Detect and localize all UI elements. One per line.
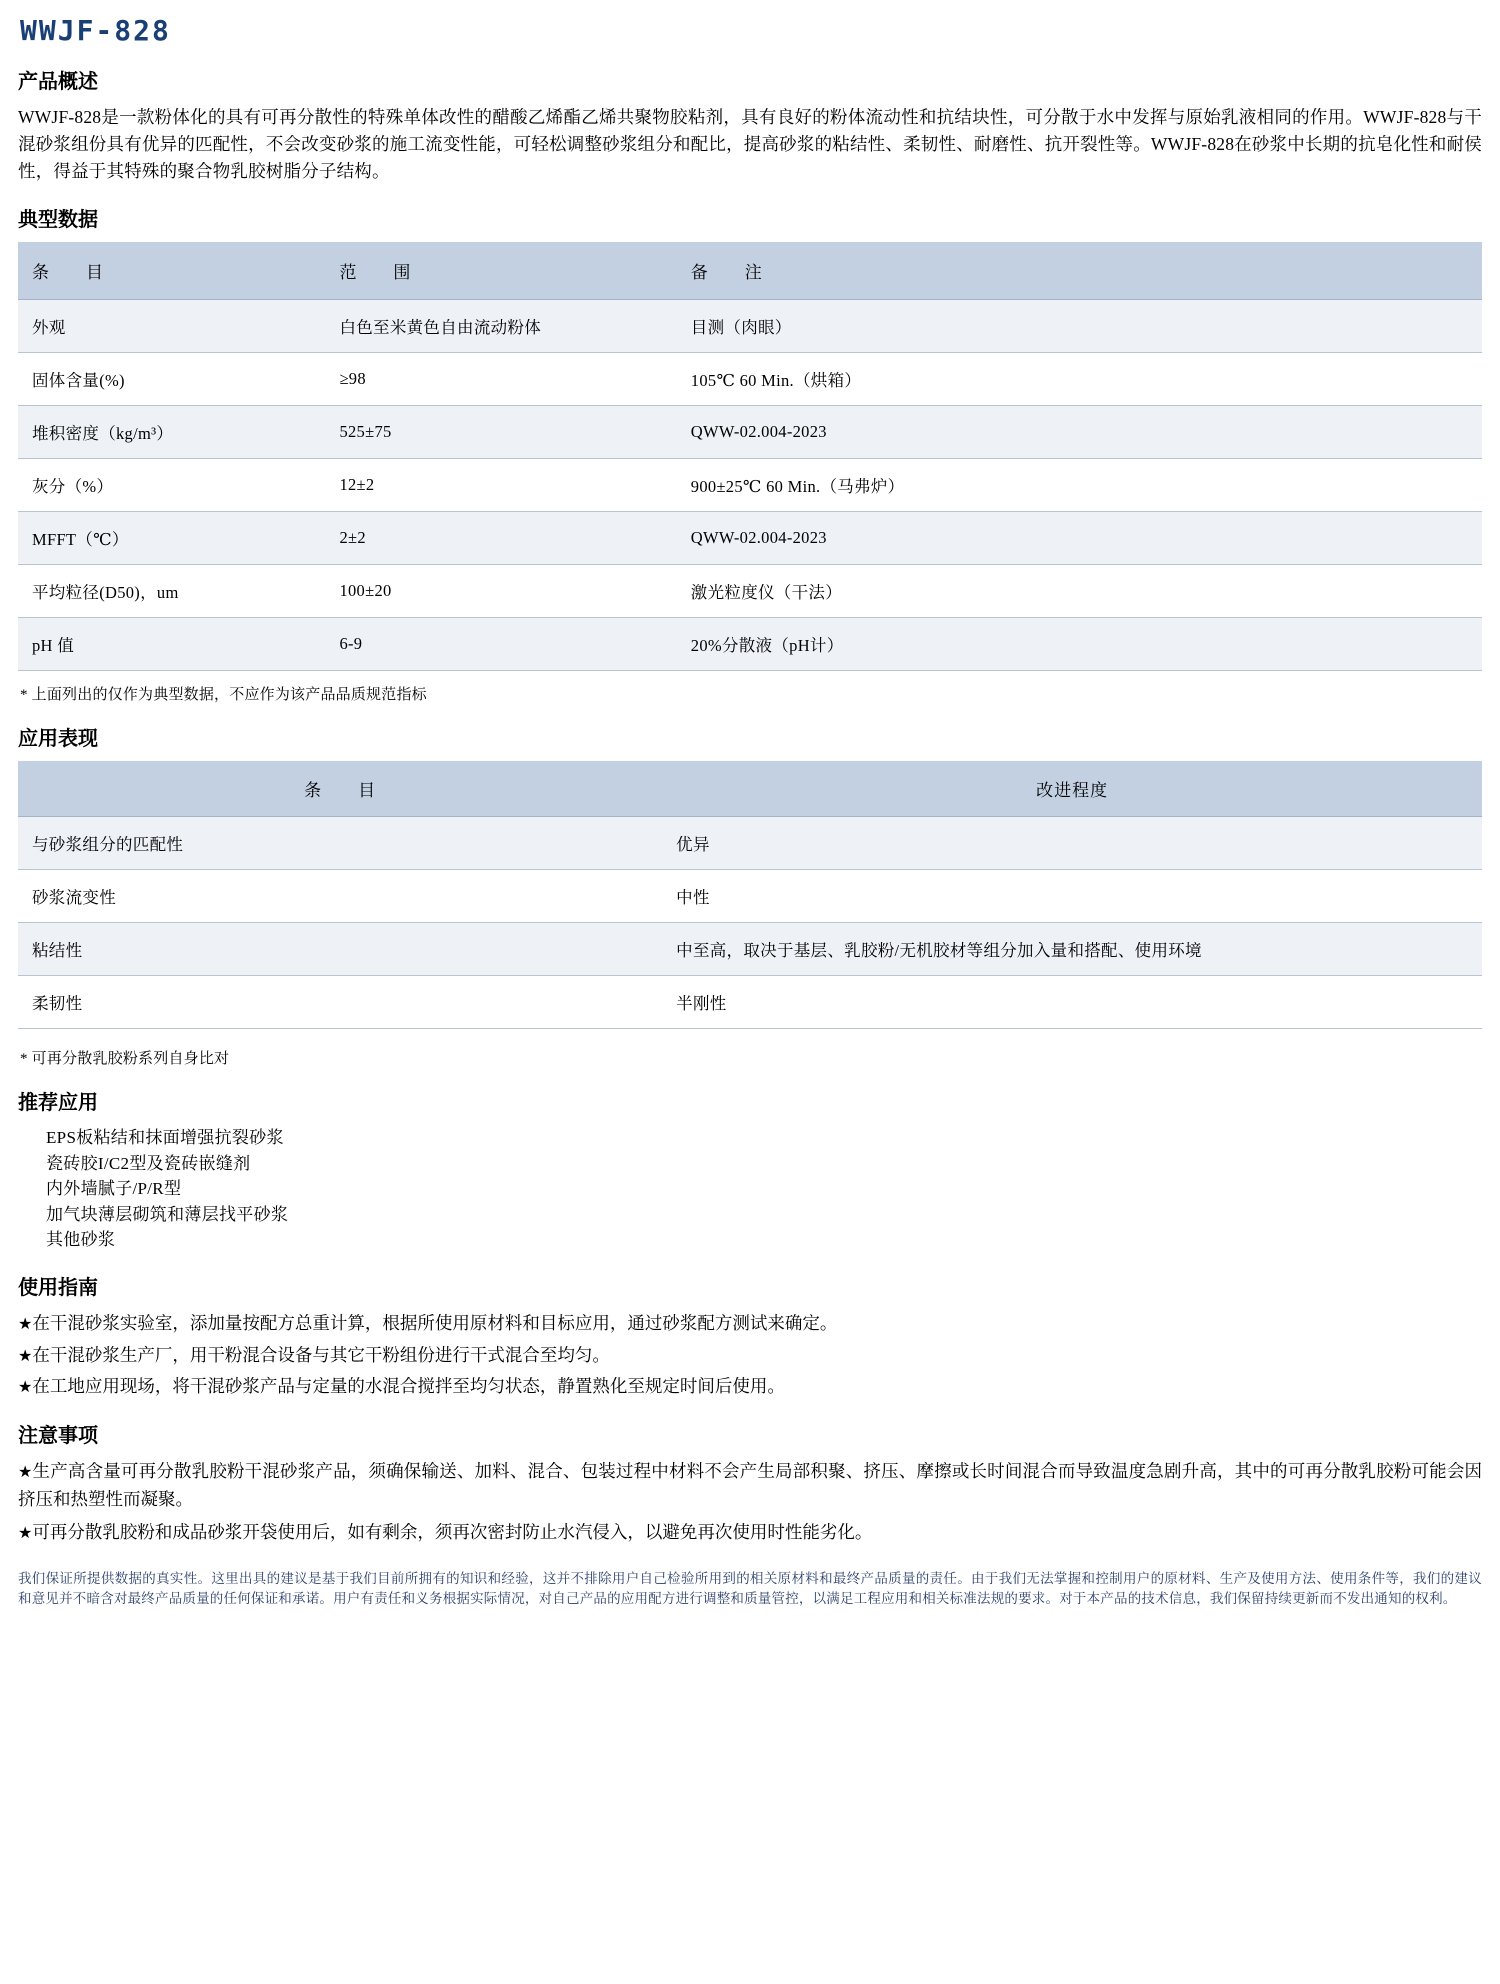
cell-improvement: 中至高，取决于基层、乳胶粉/无机胶材等组分加入量和搭配、使用环境 [662,923,1482,976]
table-row [18,923,1482,976]
typical-data-footnote: * 上面列出的仅作为典型数据，不应作为该产品品质规范指标 [20,687,427,704]
cell-remark: 目测（肉眼） [677,300,1482,353]
section-heading-usage-guide: 使用指南 [18,1276,98,1299]
page-title: WWJF-828 [20,14,171,47]
cell-item: 外观 [18,300,325,353]
cell-range: 6-9 [325,618,676,671]
table-row [18,300,1482,353]
notice-text: 可再分散乳胶粉和成品砂浆开袋使用后，如有剩余，须再次密封防止水汽侵入，以避免再次使用时性能劣化。 [32,1522,873,1543]
cell-range: ≥98 [325,353,676,406]
cell-item: 砂浆流变性 [18,870,662,923]
star-bullet-icon: ★ [18,1525,33,1543]
table-row [18,976,1482,1029]
section-heading-overview: 产品概述 [18,71,98,93]
cell-item: 固体含量(%) [18,353,325,406]
notice-text: 生产高含量可再分散乳胶粉干混砂浆产品，须确保输送、加料、混合、包装过程中材料不会产生局部积聚、挤压、摩擦或长时间混合而导致温度急剧升高，其中的可再分散乳胶粉可能会因挤压和热塑性而凝聚。 [18,1461,1483,1510]
usage-guide-line [18,1342,1482,1370]
cell-improvement: 优异 [662,817,1482,870]
table-row [18,353,1482,406]
cell-remark: QWW-02.004-2023 [677,512,1482,565]
cell-remark: 激光粒度仪（干法） [677,565,1482,618]
usage-guide-text: 在工地应用现场，将干混砂浆产品与定量的水混合搅拌至均匀状态，静置熟化至规定时间后使用。 [32,1376,785,1397]
star-bullet-icon: ★ [18,1347,33,1365]
star-bullet-icon: ★ [18,1464,33,1482]
cell-range: 白色至米黄色自由流动粉体 [325,300,676,353]
star-bullet-icon: ★ [18,1315,33,1333]
column-header-remark: 备 注 [677,242,1482,300]
cell-item: 堆积密度（kg/m³） [18,406,325,459]
table-row [18,870,1482,923]
table-header-row [18,761,1482,817]
application-performance-table [18,761,1482,1029]
cell-range: 12±2 [325,459,676,512]
cell-range: 525±75 [325,406,676,459]
application-performance-footnote: * 可再分散乳胶粉系列自身比对 [20,1051,230,1068]
table-row [18,406,1482,459]
section-heading-recommended-applications: 推荐应用 [18,1092,98,1115]
cell-item: MFFT（℃） [18,512,325,565]
typical-data-table [18,242,1482,671]
table-row [18,817,1482,870]
cell-item: 灰分（%） [18,459,325,512]
cell-remark: 105℃ 60 Min.（烘箱） [677,353,1482,406]
cell-range: 100±20 [325,565,676,618]
overview-text: WWJF-828是一款粉体化的具有可再分散性的特殊单体改性的醋酸乙烯酯乙烯共聚物胶粘剂，具有良好的粉体流动性和抗结块性，可分散于水中发挥与原始乳液相同的作用。WWJF-828与干混砂浆组份具有优异的匹配性，不会改变砂浆的施工流变性能，可轻松调整砂浆组分和配比，提高砂浆的粘结性、柔韧性、耐磨性、抗开裂性等。WWJF-828在砂浆中长期的抗皂化性和耐侯性，得益于其特殊的聚合物乳胶树脂分子结构。 [18,107,1482,182]
usage-guide-text: 在干混砂浆实验室，添加量按配方总重计算，根据所使用原材料和目标应用，通过砂浆配方测试来确定。 [32,1312,838,1333]
column-header-item: 条 目 [18,242,325,300]
cell-item: 平均粒径(D50)，um [18,565,325,618]
disclaimer-text: 我们保证所提供数据的真实性。这里出具的建议是基于我们目前所拥有的知识和经验，这并不排除用户自己检验所用到的相关原材料和最终产品质量的责任。由于我们无法掌握和控制用户的原材料、生产及使用方法、使用条件等，我们的建议和意见并不暗含对最终产品质量的任何保证和承诺。用户有责任和义务根据实际情况，对自己产品的应用配方进行调整和质量管控，以满足工程应用和相关标准法规的要求。对于本产品的技术信息，我们保留持续更新而不发出通知的权利。 [18,1570,1482,1607]
section-heading-application-performance: 应用表现 [18,728,98,751]
list-item: 内外墙腻子/P/R型 [46,1179,182,1199]
table-row [18,565,1482,618]
list-item: EPS板粘结和抹面增强抗裂砂浆 [46,1128,284,1148]
recommended-applications-list [18,1125,1482,1253]
column-header-range: 范 围 [325,242,676,300]
cell-remark: 900±25℃ 60 Min.（马弗炉） [677,459,1482,512]
table-row [18,512,1482,565]
table-row [18,618,1482,671]
section-heading-typical-data: 典型数据 [18,209,98,232]
cell-item: 与砂浆组分的匹配性 [18,817,662,870]
star-bullet-icon: ★ [18,1379,33,1397]
usage-guide-line [18,1373,1482,1401]
list-item: 其他砂浆 [46,1230,116,1250]
column-header-improvement: 改进程度 [662,761,1482,817]
table-row [18,459,1482,512]
cell-improvement: 中性 [662,870,1482,923]
column-header-item: 条 目 [18,761,662,817]
list-item: 瓷砖胶I/C2型及瓷砖嵌缝剂 [46,1153,251,1173]
usage-guide-line [18,1310,1482,1338]
cell-remark: 20%分散液（pH计） [677,618,1482,671]
cell-item: pH 值 [18,618,325,671]
notice-line [18,1458,1482,1513]
cell-range: 2±2 [325,512,676,565]
list-item: 加气块薄层砌筑和薄层找平砂浆 [46,1204,289,1224]
notice-line [18,1519,1482,1547]
cell-improvement: 半刚性 [662,976,1482,1029]
cell-item: 柔韧性 [18,976,662,1029]
cell-item: 粘结性 [18,923,662,976]
usage-guide-text: 在干混砂浆生产厂，用干粉混合设备与其它干粉组份进行干式混合至均匀。 [32,1344,610,1365]
section-heading-notices: 注意事项 [18,1425,98,1448]
cell-remark: QWW-02.004-2023 [677,406,1482,459]
table-header-row [18,242,1482,300]
